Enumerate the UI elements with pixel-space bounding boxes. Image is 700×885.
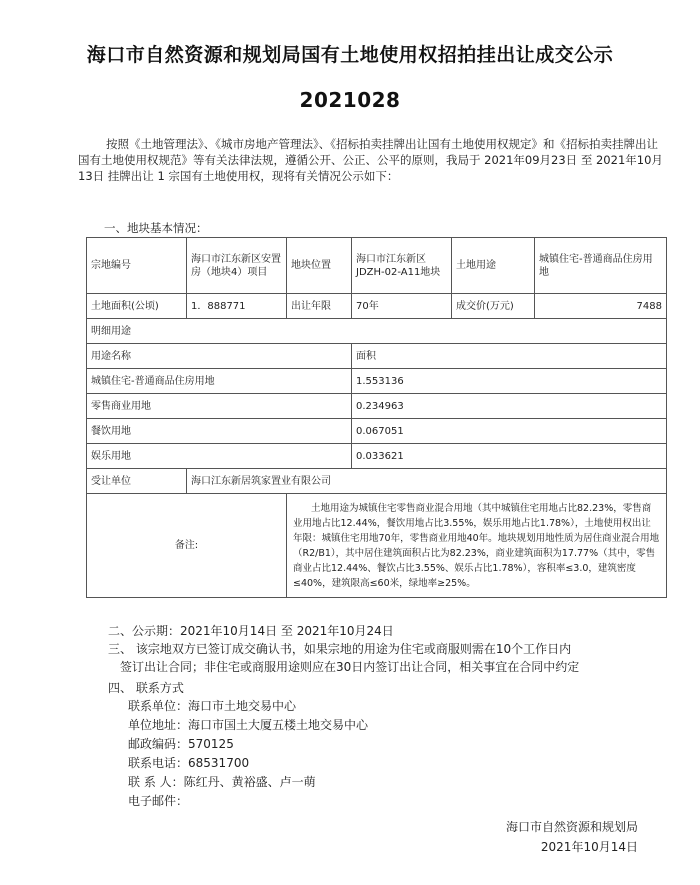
contact-row [128,735,368,754]
page-title: 海口市自然资源和规划局国有土地使用权招拍挂出让成交公示 [86,44,614,66]
contact-row [128,773,368,792]
remark-text: 土地用途为城镇住宅零售商业混合用地（其中城镇住宅用地占比82.23%，零售商业用地占比12.44%，餐饮用地占比3.55%，娱乐用地占比1.78%），土地使用权出让年限：城镇住宅用地70年，零售商业用地40年。地块规划用地性质为居住商业混合用地（R2/B1），其中居住建筑面积占比为82.23%，商业建筑面积为17.77%（其中，零售商业占比12.44%、餐饮占比3.55%、娱乐占比1.78%），容积率≤3.0，建筑密度≤40%，建筑限高≤60米，绿地率≥25%。 [287,494,667,598]
usage-area: 0.234963 [352,394,667,419]
table-row [87,394,667,419]
table-row [87,319,667,344]
section3-line1: 三、 该宗地双方已签订成交确认书，如果宗地的用途为住宅或商服则需在10个工作日内 [108,642,572,656]
contact-value: 海口市土地交易中心 [188,699,297,713]
notice-number: 2021028 [299,88,401,112]
land-info-table [86,237,667,598]
land-use-label: 土地用途 [452,238,535,294]
signature-date: 2021年10月14日 [540,840,638,854]
land-use-value: 城镇住宅-普通商品住房用地 [535,238,667,294]
contact-label: 电子邮件： [128,794,189,808]
usage-name: 零售商业用地 [87,394,352,419]
winner-label: 受让单位 [87,469,187,494]
usage-name: 城镇住宅-普通商品住房用地 [87,369,352,394]
contact-row [128,697,368,716]
contact-label: 联系电话： [128,756,189,770]
intro-paragraph [78,136,664,184]
contact-list [128,697,368,811]
table-row [87,294,667,319]
usage-area: 1.553136 [352,369,667,394]
contact-row [128,792,368,811]
parcel-id-value: 海口市江东新区安置房（地块4）项目 [187,238,287,294]
contact-label: 联系单位： [128,699,189,713]
contact-value: 68531700 [188,756,250,770]
usage-name-header: 用途名称 [87,344,352,369]
contact-value: 海口市国土大厦五楼土地交易中心 [188,718,369,732]
contact-row [128,754,368,773]
location-value: 海口市江东新区JDZH-02-A11地块 [352,238,452,294]
area-value: 1．888771 [187,294,287,319]
detail-usage-header: 明细用途 [87,319,667,344]
contact-label: 邮政编码： [128,737,189,751]
area-label: 土地面积(公顷) [87,294,187,319]
winner-value: 海口江东新居筑家置业有限公司 [187,469,667,494]
contact-label: 联 系 人： [128,775,184,789]
contact-label: 单位地址： [128,718,189,732]
section3-line2: 签订出让合同；非住宅或商服用途则应在30日内签订出让合同，相关事宜在合同中约定 [120,660,580,674]
section4-title: 四、 联系方式 [108,681,184,695]
section1-title: 一、地块基本情况： [104,221,208,235]
location-label: 地块位置 [287,238,352,294]
contact-value: 570125 [188,737,234,751]
intro-text: 按照《土地管理法》、《城市房地产管理法》、《招标拍卖挂牌出让国有土地使用权规定》和《招标拍卖挂牌出让国有土地使用权规范》等有关法律法规，遵循公开、公正、公平的原则，我局于 2021年09月23日 至 2021年10月13日 挂牌出让 1 宗国有土地使用权，现将有关情况公示如下： [78,137,663,183]
contact-row [128,716,368,735]
usage-area: 0.067051 [352,419,667,444]
section3-contract-terms [108,640,668,676]
usage-area: 0.033621 [352,444,667,469]
term-value: 70年 [352,294,452,319]
table-row [87,344,667,369]
parcel-id-label: 宗地编号 [87,238,187,294]
table-row [87,469,667,494]
table-row [87,419,667,444]
usage-name: 娱乐用地 [87,444,352,469]
remark-label: 备注: [87,494,287,598]
signature-org: 海口市自然资源和规划局 [505,820,638,834]
contact-value: 陈红丹、黄裕盛、卢一萌 [183,775,316,789]
usage-name: 餐饮用地 [87,419,352,444]
table-row [87,369,667,394]
price-label: 成交价(万元) [452,294,535,319]
usage-area-header: 面积 [352,344,667,369]
section2-publicity-period: 二、公示期：2021年10月14日 至 2021年10月24日 [108,624,394,638]
table-row [87,444,667,469]
price-value: 7488 [535,294,667,319]
term-label: 出让年限 [287,294,352,319]
table-row [87,238,667,294]
table-row [87,494,667,598]
